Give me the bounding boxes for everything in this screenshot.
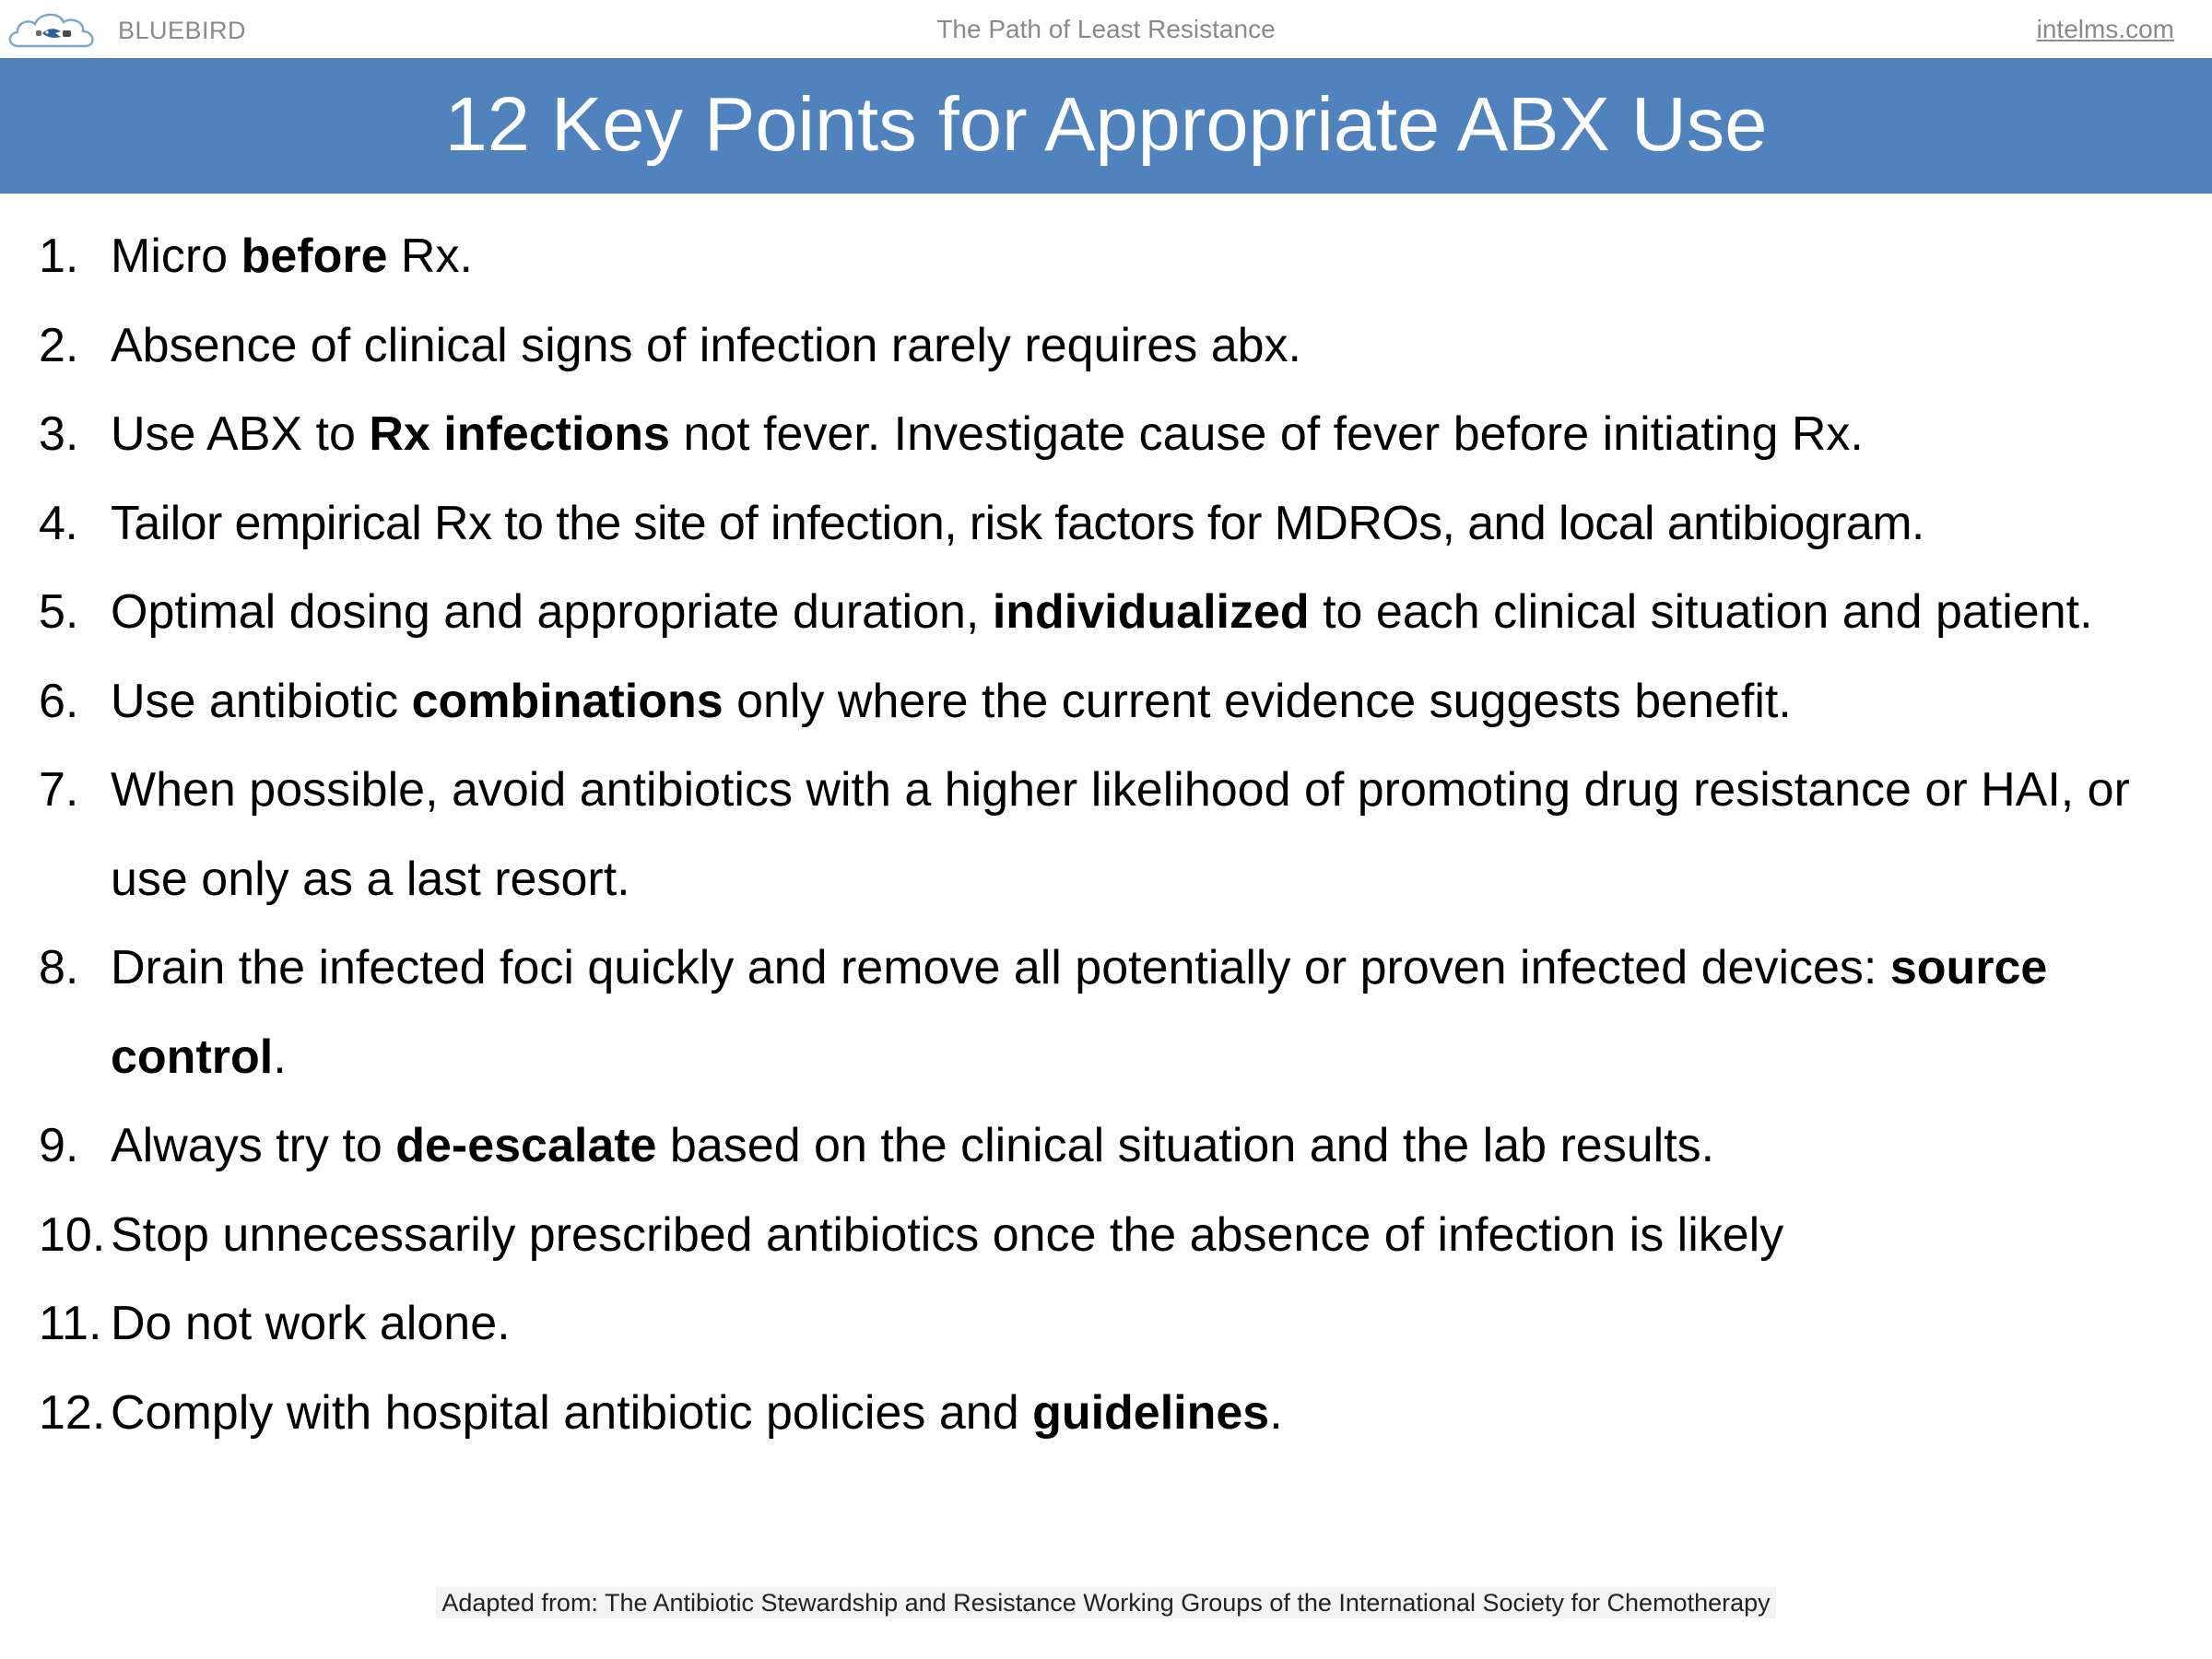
point-text: When possible, avoid antibiotics with a higher likelihood of promoting drug resistance or HAI, or use only as a last resort. — [111, 763, 2130, 906]
point-text-tail: based on the clinical situation and the lab results. — [656, 1119, 1715, 1172]
top-bar — [0, 0, 2212, 57]
point-text: Micro — [111, 229, 241, 283]
point-text: Comply with hospital antibiotic policies and — [111, 1385, 1033, 1440]
key-point-9 — [0, 1101, 2212, 1191]
point-number: 3. — [39, 407, 79, 461]
point-text-tail: not fever. Investigate cause of fever before initiating Rx. — [669, 407, 1864, 461]
point-emphasis: before — [241, 229, 388, 283]
deck-title: The Path of Least Resistance — [936, 15, 1276, 43]
point-number: 6. — [39, 674, 79, 728]
point-number: 12. — [39, 1385, 106, 1440]
key-point-1 — [0, 212, 2212, 301]
point-emphasis: individualized — [992, 585, 1310, 639]
point-text-tail: Rx. — [387, 229, 473, 283]
point-text-tail: only where the current evidence suggests benefit. — [723, 674, 1792, 728]
key-point-3 — [0, 390, 2212, 479]
point-text: Always try to — [111, 1119, 396, 1172]
key-point-6 — [0, 657, 2212, 747]
point-number: 11. — [39, 1297, 102, 1350]
point-text: Drain the infected foci quickly and remove all potentially or proven infected devices: — [111, 941, 1890, 994]
site-link[interactable]: intelms.com — [2036, 15, 2174, 43]
point-text: Use antibiotic — [111, 674, 412, 728]
point-text-tail: . — [1269, 1385, 1283, 1440]
title-band — [0, 58, 2212, 194]
point-text: Optimal dosing and appropriate duration, — [111, 585, 993, 639]
point-text: Tailor empirical Rx to the site of infection, risk factors for MDROs, and local antibiogram. — [111, 496, 1924, 550]
point-text: Do not work alone. — [111, 1297, 511, 1350]
key-point-5 — [0, 568, 2212, 657]
key-point-10 — [0, 1191, 2212, 1280]
key-point-7 — [0, 746, 2212, 924]
source-citation — [0, 1589, 2212, 1618]
point-number: 9. — [39, 1119, 79, 1172]
point-number: 10. — [39, 1207, 106, 1262]
key-point-11 — [0, 1279, 2212, 1369]
point-emphasis: guidelines — [1032, 1385, 1270, 1440]
point-emphasis: Rx infections — [369, 407, 670, 461]
point-text-tail: . — [273, 1030, 287, 1084]
key-point-2 — [0, 301, 2212, 391]
key-points-list — [0, 212, 2212, 1457]
point-number: 8. — [39, 941, 79, 994]
point-text: Absence of clinical signs of infection rarely requires abx. — [111, 318, 1301, 372]
point-emphasis: de-escalate — [395, 1119, 657, 1172]
source-citation-text: Adapted from: The Antibiotic Stewardship and Resistance Working Groups of the International Society for Chemotherapy — [436, 1587, 1775, 1618]
key-point-12 — [0, 1369, 2212, 1458]
key-point-4 — [0, 479, 2212, 569]
point-text: Use ABX to — [111, 407, 370, 461]
point-number: 2. — [39, 318, 79, 372]
key-point-8 — [0, 924, 2212, 1101]
slide-title: 12 Key Points for Appropriate ABX Use — [444, 81, 1768, 167]
brand-name: BLUEBIRD — [118, 16, 247, 44]
point-text-tail: to each clinical situation and patient. — [1309, 585, 2093, 639]
point-number: 7. — [39, 763, 79, 817]
point-number: 1. — [39, 229, 79, 283]
point-emphasis: source control — [111, 941, 2048, 1084]
point-emphasis: combinations — [411, 674, 724, 728]
point-text: Stop unnecessarily prescribed antibiotics once the absence of infection is likely — [111, 1207, 1784, 1262]
point-number: 5. — [39, 585, 79, 639]
point-number: 4. — [39, 496, 78, 550]
